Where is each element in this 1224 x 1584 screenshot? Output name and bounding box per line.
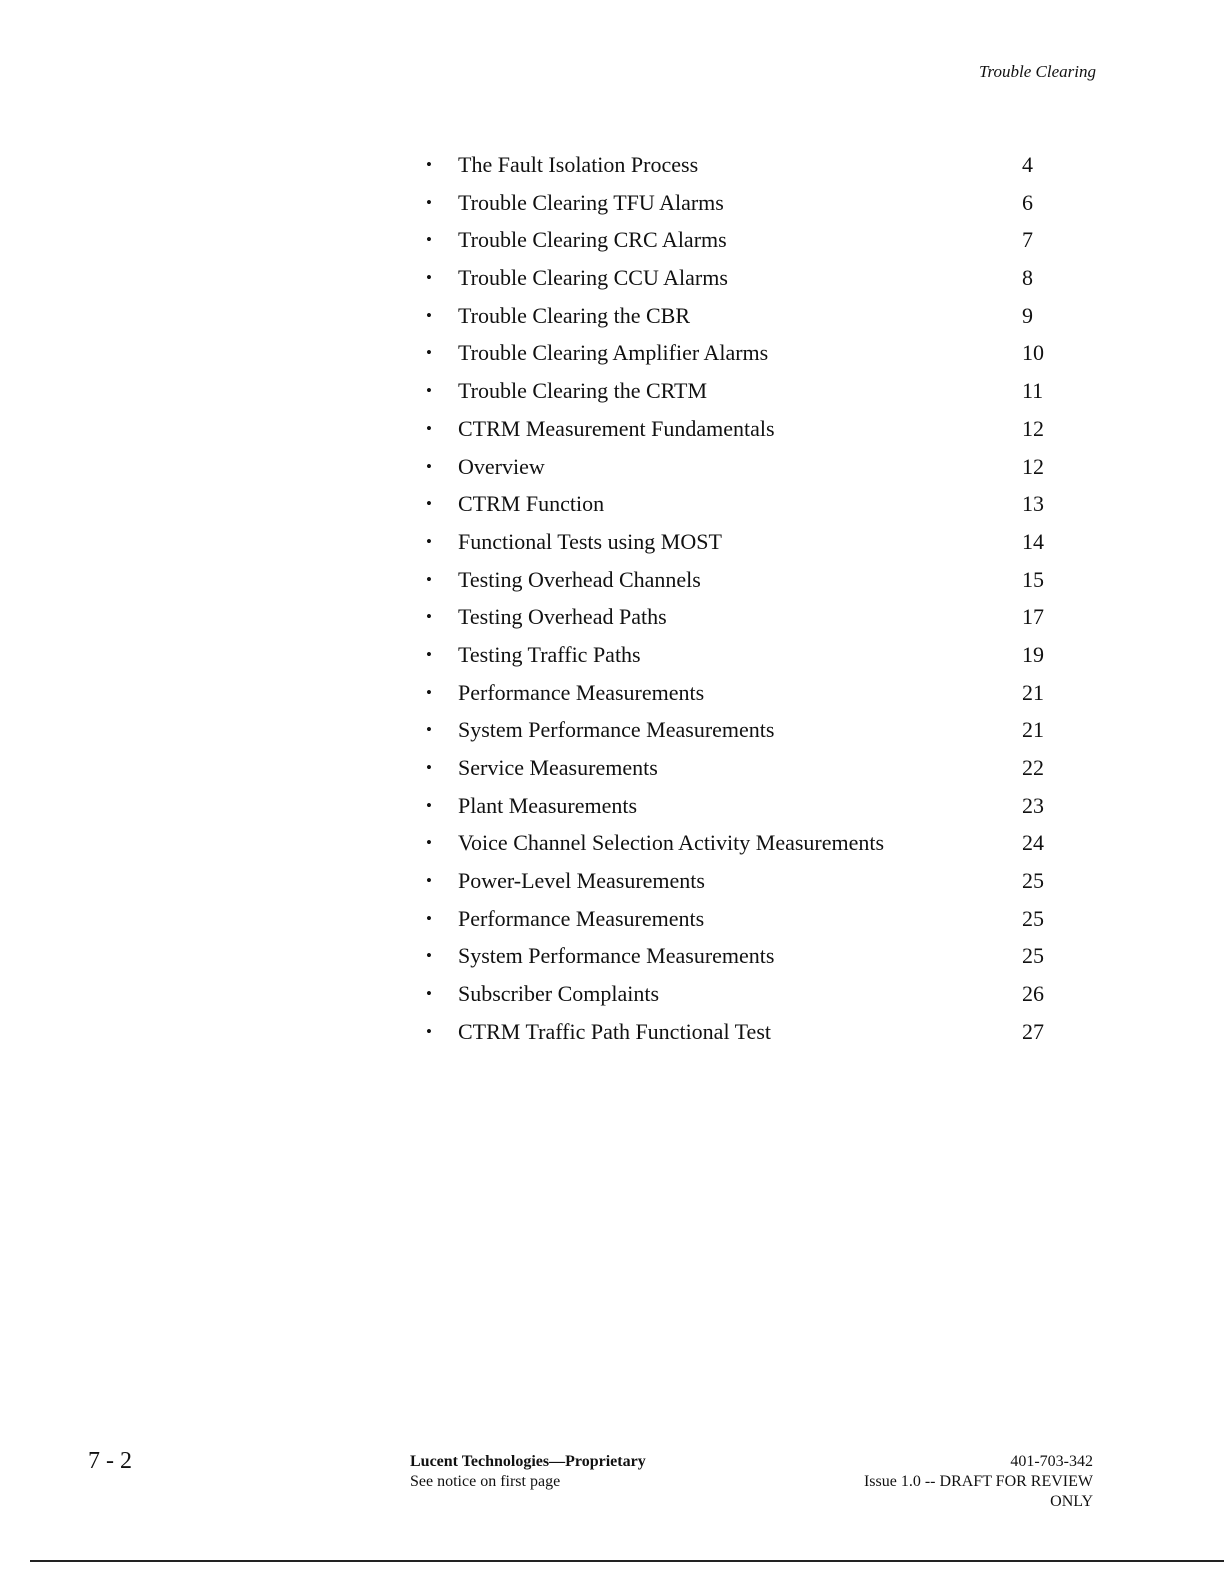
toc-entry-page: 24 xyxy=(1022,830,1044,856)
toc-entry-page: 25 xyxy=(1022,943,1044,969)
toc-entry xyxy=(420,937,1060,975)
toc-entry xyxy=(420,598,1060,636)
toc-entry-page: 21 xyxy=(1022,679,1044,705)
toc-entry xyxy=(420,711,1060,749)
toc-entry-page: 26 xyxy=(1022,981,1044,1007)
toc-entry-page: 12 xyxy=(1022,415,1044,441)
bullet-icon: • xyxy=(426,758,432,777)
bullet-icon: • xyxy=(426,456,432,476)
toc-entry-title: Trouble Clearing Amplifier Alarms xyxy=(458,340,769,366)
toc-entry-page: 23 xyxy=(1022,792,1044,818)
toc-entry-page: 6 xyxy=(1022,189,1033,215)
toc-entry-page: 13 xyxy=(1022,491,1044,517)
toc-entry-page: 25 xyxy=(1022,868,1044,894)
bullet-icon: • xyxy=(426,871,432,891)
toc-entry-title: Trouble Clearing TFU Alarms xyxy=(458,189,724,215)
toc-entry-page: 25 xyxy=(1022,905,1044,931)
toc-entry xyxy=(420,485,1060,523)
bullet-icon: • xyxy=(426,381,432,401)
toc-entry xyxy=(420,334,1060,372)
footer-notice: See notice on first page xyxy=(410,1473,561,1490)
toc-entry xyxy=(420,824,1060,862)
toc-entry-page: 15 xyxy=(1022,566,1044,592)
toc-entry-page: 17 xyxy=(1022,604,1044,630)
toc-entry-title: System Performance Measurements xyxy=(458,943,775,969)
footer-document-info xyxy=(864,1452,1093,1512)
bullet-icon: • xyxy=(426,531,432,551)
running-header: Trouble Clearing xyxy=(979,62,1096,81)
toc-entry-page: 4 xyxy=(1022,152,1033,177)
toc-entry xyxy=(420,862,1060,900)
toc-entry-title: System Performance Measurements xyxy=(458,717,775,743)
page-number: 7 - 2 xyxy=(88,1448,132,1474)
toc-entry xyxy=(420,787,1060,825)
toc-entry xyxy=(420,410,1060,448)
bullet-icon: • xyxy=(426,720,432,740)
toc-entry xyxy=(420,749,1060,787)
toc-entry xyxy=(420,146,1060,184)
bullet-icon: • xyxy=(426,418,432,438)
bullet-icon: • xyxy=(426,644,432,664)
toc-entry xyxy=(420,561,1060,599)
toc-entry-page: 10 xyxy=(1022,340,1044,366)
footer-issue: Issue 1.0 -- DRAFT FOR REVIEW xyxy=(863,1473,1093,1490)
toc-entry-page: 21 xyxy=(1022,717,1044,743)
toc-entry-title: Testing Overhead Paths xyxy=(458,604,667,630)
toc-entry-title: Testing Overhead Channels xyxy=(458,566,701,592)
toc-entry xyxy=(420,184,1060,222)
toc-entry-title: Subscriber Complaints xyxy=(458,981,660,1007)
toc-entry-page: 9 xyxy=(1022,302,1033,328)
bullet-icon: • xyxy=(426,305,432,325)
bullet-icon: • xyxy=(426,795,432,815)
toc-entry-page: 14 xyxy=(1022,528,1044,554)
toc-entry xyxy=(420,259,1060,297)
toc-entry xyxy=(420,674,1060,712)
footer-proprietary-notice xyxy=(410,1452,646,1492)
footer-doc-number: 401-703-342 xyxy=(1010,1453,1093,1470)
toc-entry-page: 7 xyxy=(1022,227,1033,253)
toc-entry-title: CTRM Measurement Fundamentals xyxy=(458,415,775,441)
toc-entry-title: CTRM Function xyxy=(458,491,605,517)
toc-entry xyxy=(420,636,1060,674)
table-of-contents xyxy=(420,146,1060,1051)
toc-entry-title: Performance Measurements xyxy=(458,905,705,931)
toc-entry-page: 11 xyxy=(1022,378,1044,404)
bullet-icon: • xyxy=(426,908,432,928)
toc-entry-title: Trouble Clearing the CBR xyxy=(458,302,691,328)
toc-entry-title: CTRM Traffic Path Functional Test xyxy=(458,1018,771,1044)
toc-entry xyxy=(420,523,1060,561)
bullet-icon: • xyxy=(426,833,432,853)
toc-entry-page: 19 xyxy=(1022,641,1044,667)
bullet-icon: • xyxy=(426,607,432,627)
bullet-icon: • xyxy=(426,569,432,589)
toc-entry-title: Testing Traffic Paths xyxy=(458,641,641,667)
toc-entry-title: Performance Measurements xyxy=(458,679,705,705)
toc-entry-title: The Fault Isolation Process xyxy=(458,152,699,177)
toc-entry-title: Trouble Clearing CCU Alarms xyxy=(458,265,728,291)
toc-entry-title: Plant Measurements xyxy=(458,792,638,818)
bullet-icon: • xyxy=(426,984,432,1004)
toc-entry-page: 22 xyxy=(1022,755,1044,780)
toc-entry-title: Service Measurements xyxy=(458,755,658,780)
toc-entry-page: 12 xyxy=(1022,453,1044,479)
bullet-icon: • xyxy=(426,494,432,514)
toc-entry-title: Power-Level Measurements xyxy=(458,868,705,894)
toc-entry-title: Voice Channel Selection Activity Measurements xyxy=(458,830,885,856)
bullet-icon: • xyxy=(426,946,432,966)
bullet-icon: • xyxy=(426,682,432,702)
toc-entry-title: Trouble Clearing CRC Alarms xyxy=(458,227,727,253)
bullet-icon: • xyxy=(426,343,432,363)
bullet-icon: • xyxy=(426,1021,432,1041)
toc-entry-title: Overview xyxy=(458,453,545,479)
toc-entry-title: Trouble Clearing the CRTM xyxy=(458,378,708,404)
toc-entry xyxy=(420,297,1060,335)
bullet-icon: • xyxy=(426,192,432,212)
bullet-icon: • xyxy=(426,155,432,174)
toc-entry xyxy=(420,900,1060,938)
toc-entry xyxy=(420,448,1060,486)
toc-entry xyxy=(420,372,1060,410)
toc-entry xyxy=(420,1013,1060,1051)
toc-entry xyxy=(420,975,1060,1013)
toc-entry-title: Functional Tests using MOST xyxy=(458,528,722,554)
toc-entry-page: 27 xyxy=(1022,1018,1044,1044)
bottom-rule xyxy=(30,1560,1224,1562)
footer-company: Lucent Technologies—Proprietary xyxy=(410,1453,646,1470)
footer-issue-cont: ONLY xyxy=(1050,1493,1093,1510)
bullet-icon: • xyxy=(426,268,432,288)
toc-entry-page: 8 xyxy=(1022,265,1033,291)
bullet-icon: • xyxy=(426,230,432,250)
toc-entry xyxy=(420,221,1060,259)
